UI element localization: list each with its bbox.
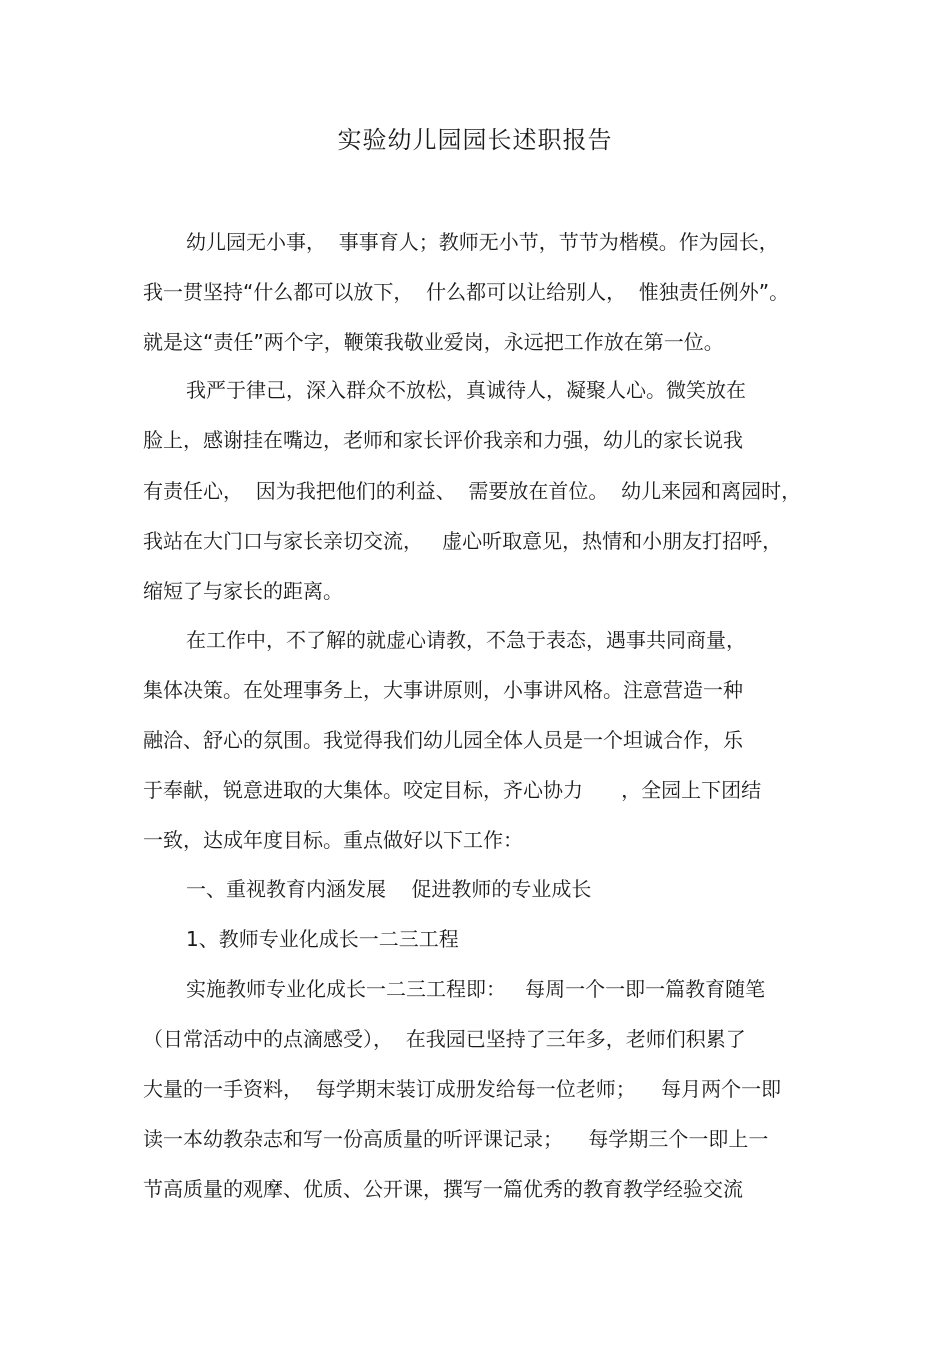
paragraph-line: 读一本幼教杂志和写一份高质量的听评课记录； 每学期三个一即上一 [143,1127,769,1151]
paragraph-line: 脸上，感谢挂在嘴边，老师和家长评价我亲和力强，幼儿的家长说我 [143,428,743,452]
paragraph-line: 就是这“责任”两个字，鞭策我敬业爱岗，永远把工作放在第一位。 [143,330,724,354]
paragraph-line: 我一贯坚持“什么都可以放下， 什么都可以让给别人， 惟独责任例外”。 [143,280,790,304]
paragraph-line: 在工作中，不了解的就虚心请教，不急于表态，遇事共同商量， [186,628,746,652]
paragraph-line: 我站在大门口与家长亲切交流， 虚心听取意见，热情和小朋友打招呼， [143,529,783,553]
paragraph-line: 集体决策。在处理事务上，大事讲原则，小事讲风格。注意营造一种 [143,678,743,702]
section-heading: 一、重视教育内涵发展 促进教师的专业成长 [186,877,592,901]
paragraph-line: 于奉献，锐意进取的大集体。咬定目标，齐心协力 ，全园上下团结 [143,778,762,802]
paragraph-line: 幼儿园无小事， 事事育人；教师无小节，节节为楷模。作为园长， [186,230,779,254]
paragraph-line: 我严于律己，深入群众不放松，真诚待人，凝聚人心。微笑放在 [186,378,746,402]
paragraph-line: 节高质量的观摩、优质、公开课，撰写一篇优秀的教育教学经验交流 [143,1177,743,1201]
paragraph-line: 有责任心， 因为我把他们的利益、 需要放在首位。 幼儿来园和离园时， [143,479,802,503]
paragraph-line: 实施教师专业化成长一二三工程即： 每周一个一即一篇教育随笔 [186,977,766,1001]
paragraph-line: 一致，达成年度目标。重点做好以下工作： [143,828,523,852]
paragraph-line: 大量的一手资料， 每学期末装订成册发给每一位老师； 每月两个一即 [143,1077,782,1101]
paragraph-line: （日常活动中的点滴感受）， 在我园已坚持了三年多，老师们积累了 [143,1027,746,1051]
subsection-heading: 1、教师专业化成长一二三工程 [186,927,459,951]
document-title: 实验幼儿园园长述职报告 [337,126,613,154]
paragraph-line: 融洽、舒心的氛围。我觉得我们幼儿园全体人员是一个坦诚合作，乐 [143,728,743,752]
paragraph-line: 缩短了与家长的距离。 [143,579,343,603]
